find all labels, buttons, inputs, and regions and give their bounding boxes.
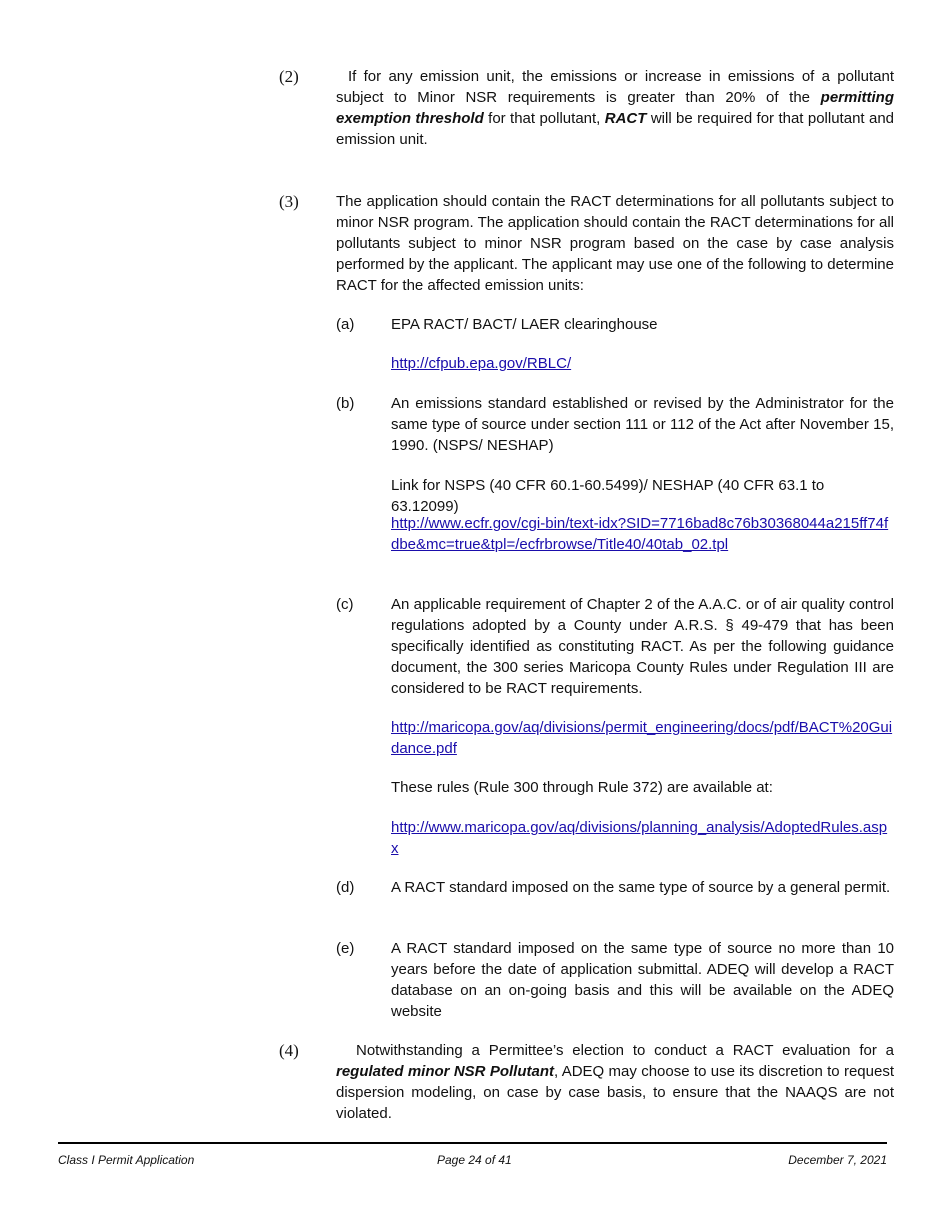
paragraph-2 xyxy=(336,66,894,150)
sub-label-b: (b) xyxy=(336,395,355,412)
paragraph-3: The application should contain the RACT determinations for all pollutants subject to minor NSR program. The application should contain the RACT determinations for all pollutants subject to minor NSR program based on the case by case analysis performed by the applicant. The applicant may use one of the following to determine RACT for the affected emission units: xyxy=(336,193,894,294)
sub-c-text-2: These rules (Rule 300 through Rule 372) are available at: xyxy=(391,779,773,796)
item-number-2: (2) xyxy=(279,67,299,86)
footer-page-number: Page 24 of 41 xyxy=(437,1153,512,1167)
ecfr-link[interactable]: http://www.ecfr.gov/cgi-bin/text-idx?SID=7716bad8c76b30368044a215ff74fdbe&mc=true&tpl=/ecfrbrowse/Title40/40tab_02.tpl xyxy=(391,515,889,553)
term-regulated-minor-nsr-pollutant: regulated minor NSR Pollutant xyxy=(336,1063,555,1080)
footer-date: December 7, 2021 xyxy=(788,1153,887,1167)
term-permitting-exemption-threshold: permitting exemption threshold xyxy=(336,89,894,127)
paragraph-4-text-2: , ADEQ may choose to use its discretion to request dispersion modeling, on case by case basis, to ensure that the NAAQS are not violated. xyxy=(336,1063,894,1122)
sub-b-text: An emissions standard established or revised by the Administrator for the same type of source under section 111 or 112 of the Act after November 15, 1990. (NSPS/ NESHAP) xyxy=(391,395,894,454)
rblc-link[interactable]: http://cfpub.epa.gov/RBLC/ xyxy=(391,355,572,372)
sub-label-a: (a) xyxy=(336,316,355,333)
adopted-rules-link[interactable]: http://www.maricopa.gov/aq/divisions/planning_analysis/AdoptedRules.aspx xyxy=(391,819,888,857)
item-number-4: (4) xyxy=(279,1041,299,1060)
item-number-3: (3) xyxy=(279,192,299,211)
sub-b-text-2: Link for NSPS (40 CFR 60.1-60.5499)/ NESHAP (40 CFR 63.1 to 63.12099) xyxy=(391,477,825,515)
footer-divider xyxy=(58,1142,887,1144)
sub-a-text: EPA RACT/ BACT/ LAER clearinghouse xyxy=(391,316,658,333)
paragraph-2-text-3: will be required for that pollutant and emission unit. xyxy=(336,110,895,148)
bact-guidance-link[interactable]: http://maricopa.gov/aq/divisions/permit_engineering/docs/pdf/BACT%20Guidance.pdf xyxy=(391,719,893,757)
sub-d-text: A RACT standard imposed on the same type of source by a general permit. xyxy=(391,879,891,896)
sub-e-text: A RACT standard imposed on the same type of source no more than 10 years before the date of application submittal. ADEQ will develop a RACT database on an on-going basis and this will be available on the ADEQ website xyxy=(391,940,894,1020)
term-ract: RACT xyxy=(604,110,647,127)
paragraph-4-text-1: Notwithstanding a Permittee’s election to conduct a RACT evaluation for a xyxy=(356,1042,894,1059)
paragraph-2-text-1: If for any emission unit, the emissions or increase in emissions of a pollutant subject to Minor NSR requirements is greater than 20% of the xyxy=(336,68,894,106)
sub-label-e: (e) xyxy=(336,940,355,957)
footer-document-title: Class I Permit Application xyxy=(58,1153,195,1167)
sub-label-d: (d) xyxy=(336,879,355,896)
paragraph-2-text-2: for that pollutant, xyxy=(483,110,605,127)
sub-c-text: An applicable requirement of Chapter 2 of the A.A.C. or of air quality control regulations adopted by a County under A.R.S. § 49-479 that has been specifically identified as constituting RACT. As per the following guidance document, the 300 series Maricopa County Rules under Regulation III are considered to be RACT requirements. xyxy=(391,596,894,697)
paragraph-4 xyxy=(336,1040,894,1124)
sub-label-c: (c) xyxy=(336,596,354,613)
